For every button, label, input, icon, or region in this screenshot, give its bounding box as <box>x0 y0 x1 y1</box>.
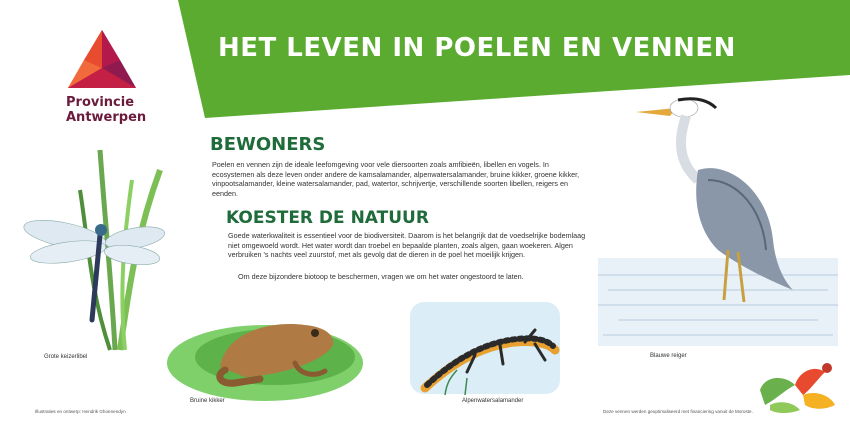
text-bewoners: Poelen en vennen zijn de ideale leefomgeving voor vele diersoorten zoals amfibieën, libellen en vogels. In ecosystemen als deze leven onder andere de kamsalamander, alpenwatersalamander, bruine kikker, groene kikker, vinpootsalamander, kleine watersalamander, pad, watertor, schrijvertje, verschillende soorten libellen, reigers en eenden. <box>212 160 580 198</box>
provincie-antwerpen-logo-icon <box>62 28 142 90</box>
newt-illustration <box>405 300 565 400</box>
logo-line-2: Antwerpen <box>66 110 147 125</box>
credit-right: Deze vennen werden geoptimaliseerd met financiering vanuit de Moroste. <box>603 409 753 414</box>
credit-left: Illustraties en ontwerp: Hendrik Ghoenendyn <box>35 409 126 414</box>
caption-heron: Blauwe reiger <box>650 353 687 359</box>
caption-newt: Alpenwatersalamander <box>462 398 524 404</box>
logo-line-1: Provincie <box>66 95 135 110</box>
frog-illustration <box>165 305 365 405</box>
heading-koester-de-natuur: KOESTER DE NATUUR <box>226 208 429 228</box>
text-koester-2: Om deze bijzondere biotoop te beschermen, vragen we om het water ongestoord te laten. <box>238 272 524 281</box>
heading-bewoners: BEWONERS <box>210 134 326 155</box>
logo-wordmark <box>66 95 146 125</box>
text-koester-1: Goede waterkwaliteit is essentieel voor de biodiversiteit. Daarom is het belangrijk dat de voedselrijke bodemlaag niet omgewoeld wordt. Het water wordt dan troebel en bepaalde planten, zoals algen, gaan woekeren. Algen verbruiken 's nachts veel zuurstof, met als gevolg dat de dieren in de poel het moeilijk krijgen. <box>228 231 586 260</box>
caption-dragonfly: Grote keizerlibel <box>44 354 88 360</box>
page-title: HET LEVEN IN POELEN EN VENNEN <box>218 33 736 63</box>
dragonfly-illustration <box>20 140 170 355</box>
partner-logo-icon <box>755 360 840 415</box>
caption-frog: Bruine kikker <box>190 398 225 404</box>
heron-illustration <box>598 90 838 350</box>
